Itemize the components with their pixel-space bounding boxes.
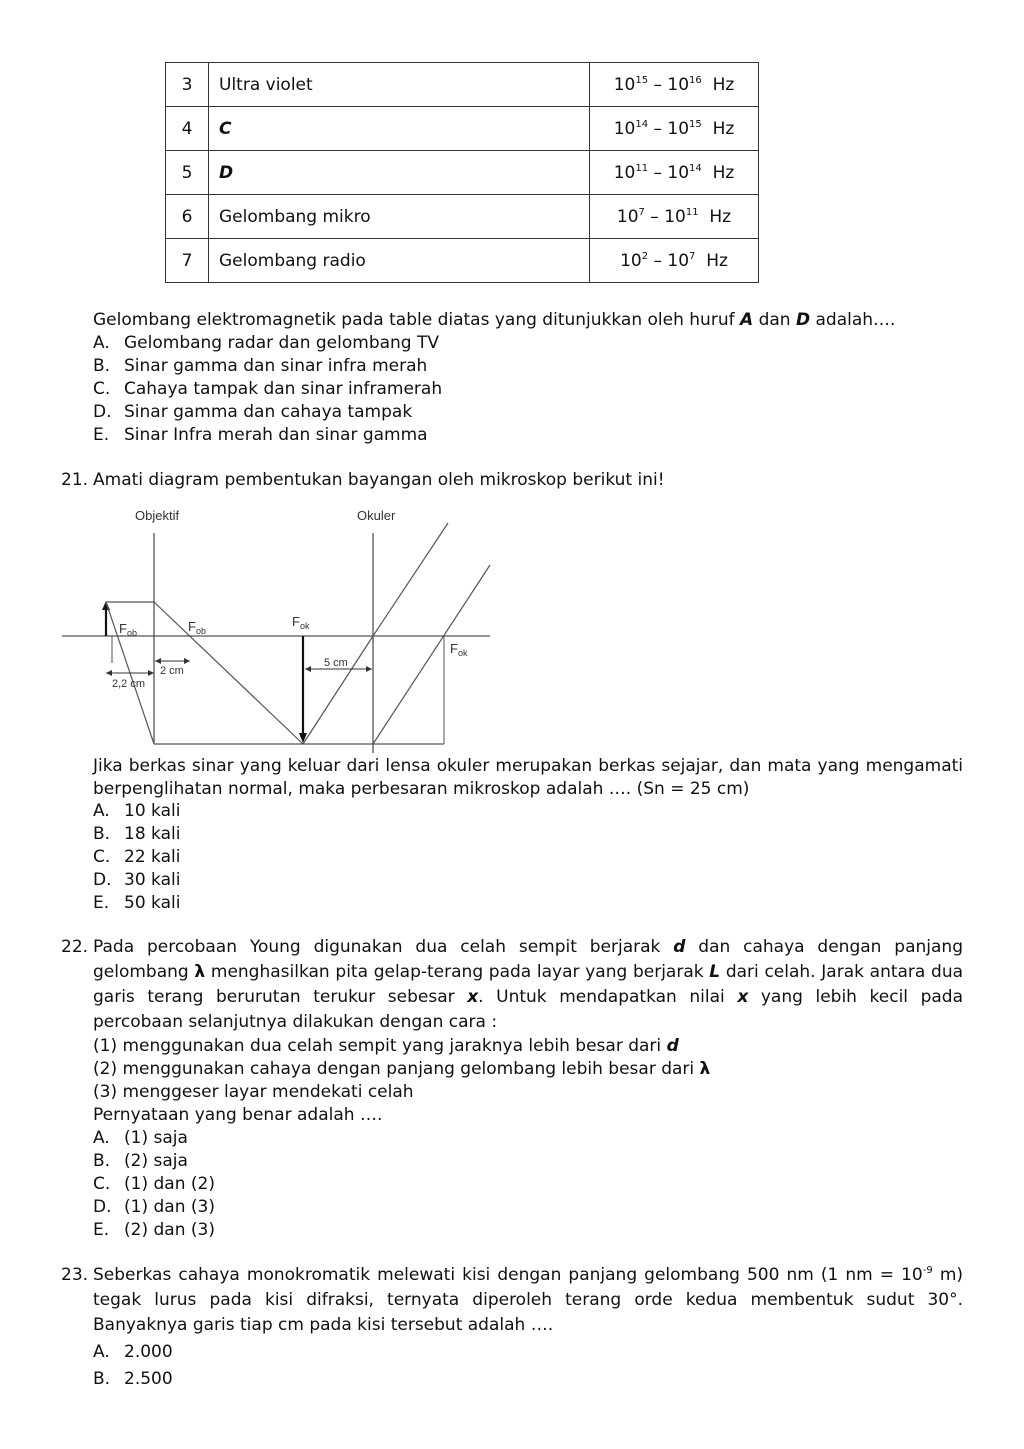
q22-prompt: Pernyataan yang benar adalah …. (93, 1105, 383, 1125)
q22-option (93, 1196, 215, 1219)
q21-option (93, 869, 180, 892)
option-label: D. (93, 870, 112, 890)
ray-to-ocular (303, 636, 373, 744)
q21-option (93, 823, 180, 846)
option-label: B. (93, 1151, 111, 1171)
q21-option (93, 892, 180, 915)
q22-stem-text: Pada percobaan Young digunakan dua celah sempit berjarak d dan cahaya dengan panjang gelombang λ menghasilkan pita gelap-terang pada layar yang berjarak L dari celah. Jarak antara dua garis terang berurutan terukur sebesar x. Untuk mendapatkan nilai x yang lebih kecil pada percobaan selanjutnya dilakukan dengan cara : (93, 937, 964, 1032)
option-label: D. (93, 402, 112, 422)
option-label: A. (93, 1342, 110, 1362)
q22-statement-1: (1) menggunakan dua celah sempit yang jaraknya lebih besar dari d (93, 1036, 679, 1056)
option-text: Gelombang radar dan gelombang TV (124, 333, 440, 353)
option-text: 30 kali (124, 870, 181, 890)
q20-options (93, 332, 442, 447)
option-label: A. (93, 801, 110, 821)
table-row (166, 151, 759, 195)
spectrum-table (165, 62, 759, 283)
table-row (166, 195, 759, 239)
label-okuler: Okuler (357, 508, 396, 523)
option-label: E. (93, 1220, 110, 1240)
option-text: (1) dan (3) (124, 1197, 215, 1217)
option-label: D. (93, 1197, 112, 1217)
option-text: (1) saja (124, 1128, 188, 1148)
wave-name: Gelombang radio (209, 239, 590, 283)
q23-stem (61, 1263, 963, 1338)
row-number: 3 (166, 63, 209, 107)
row-number: 6 (166, 195, 209, 239)
table-row (166, 63, 759, 107)
q23-number: 23. (61, 1265, 89, 1285)
row-number: 5 (166, 151, 209, 195)
dim-2cm-label: 2 cm (160, 665, 184, 677)
q22-statement-3: (3) menggeser layar mendekati celah (93, 1082, 414, 1102)
option-text: 50 kali (124, 893, 181, 913)
option-text: 18 kali (124, 824, 181, 844)
option-text: Cahaya tampak dan sinar inframerah (124, 379, 443, 399)
label-fok-middle: $F_{ok}$ (292, 614, 310, 631)
q20-option (93, 424, 442, 447)
q20-option (93, 378, 442, 401)
q20-option (93, 355, 442, 378)
q22-statement-2: (2) menggunakan cahaya dengan panjang gelombang lebih besar dari λ (93, 1059, 711, 1079)
q21-stem (61, 468, 963, 493)
wave-name: C (209, 107, 590, 151)
q22-stem (61, 935, 963, 1035)
option-text: (2) saja (124, 1151, 188, 1171)
wave-name: Ultra violet (209, 63, 590, 107)
row-number: 4 (166, 107, 209, 151)
option-label: E. (93, 425, 110, 445)
q20-stem: Gelombang elektromagnetik pada table diatas yang ditunjukkan oleh huruf A dan D adalah…. (93, 310, 896, 330)
option-label: A. (93, 333, 110, 353)
frequency-range: $10^{15} - 10^{16}$ Hz (590, 63, 759, 107)
ray-out-1 (373, 523, 448, 636)
option-label: C. (93, 1174, 111, 1194)
table-row (166, 107, 759, 151)
frequency-range: $10^2 - 10^7$ Hz (590, 239, 759, 283)
q22-option (93, 1150, 215, 1173)
q21-option (93, 846, 180, 869)
label-fok-right: $F_{ok}$ (450, 641, 468, 658)
option-text: 2.500 (124, 1369, 173, 1389)
q22-option (93, 1127, 215, 1150)
q21-stem-text: Amati diagram pembentukan bayangan oleh mikroskop berikut ini! (93, 470, 665, 490)
option-text: Sinar gamma dan cahaya tampak (124, 402, 413, 422)
option-text: (1) dan (2) (124, 1174, 215, 1194)
option-text: (2) dan (3) (124, 1220, 215, 1240)
option-label: C. (93, 379, 111, 399)
option-text: Sinar Infra merah dan sinar gamma (124, 425, 428, 445)
frequency-range: $10^{14} - 10^{15}$ Hz (590, 107, 759, 151)
option-label: B. (93, 824, 111, 844)
option-text: Sinar gamma dan sinar infra merah (124, 356, 428, 376)
q20-option (93, 401, 442, 424)
option-label: A. (93, 1128, 110, 1148)
ray-out-2 (373, 565, 490, 744)
wave-name: D (209, 151, 590, 195)
q23-stem-text: Seberkas cahaya monokromatik melewati kisi dengan panjang gelombang 500 nm (1 nm = $10^{-9}$ m) tegak lurus pada kisi difraksi, ternyata diperoleh terang orde kedua membentuk sudut 30°. Banyaknya garis tiap cm pada kisi tersebut adalah …. (93, 1265, 964, 1335)
q21-question: Jika berkas sinar yang keluar dari lensa okuler merupakan berkas sejajar, dan mata yang mengamati berpenglihatan normal, maka perbesaran mikroskop adalah …. (Sn = 25 cm) (93, 756, 963, 799)
q20-option (93, 332, 442, 355)
option-text: 2.000 (124, 1342, 173, 1362)
frequency-range: $10^{11} - 10^{14}$ Hz (590, 151, 759, 195)
option-label: B. (93, 1369, 111, 1389)
wave-name: Gelombang mikro (209, 195, 590, 239)
frequency-range: $10^7 - 10^{11}$ Hz (590, 195, 759, 239)
dim-5cm-label: 5 cm (324, 657, 348, 669)
q23-options (93, 1339, 173, 1393)
q21-option (93, 800, 180, 823)
label-objektif: Objektif (135, 508, 180, 523)
dim-22cm-label: 2,2 cm (112, 678, 146, 690)
q22-option (93, 1219, 215, 1242)
option-text: 22 kali (124, 847, 181, 867)
row-number: 7 (166, 239, 209, 283)
q22-options (93, 1127, 215, 1242)
option-label: C. (93, 847, 111, 867)
q21-number: 21. (61, 470, 89, 490)
q23-option (93, 1339, 173, 1366)
option-label: E. (93, 893, 110, 913)
table-row (166, 239, 759, 283)
q22-number: 22. (61, 937, 89, 957)
microscope-diagram (60, 503, 500, 753)
option-label: B. (93, 356, 111, 376)
q22-statements (93, 1035, 963, 1127)
q21-options (93, 800, 180, 915)
option-text: 10 kali (124, 801, 181, 821)
label-fob-left: $F_{ob}$ (119, 621, 137, 638)
q23-option (93, 1366, 173, 1393)
q22-option (93, 1173, 215, 1196)
label-fob-right: $F_{ob}$ (188, 619, 206, 636)
